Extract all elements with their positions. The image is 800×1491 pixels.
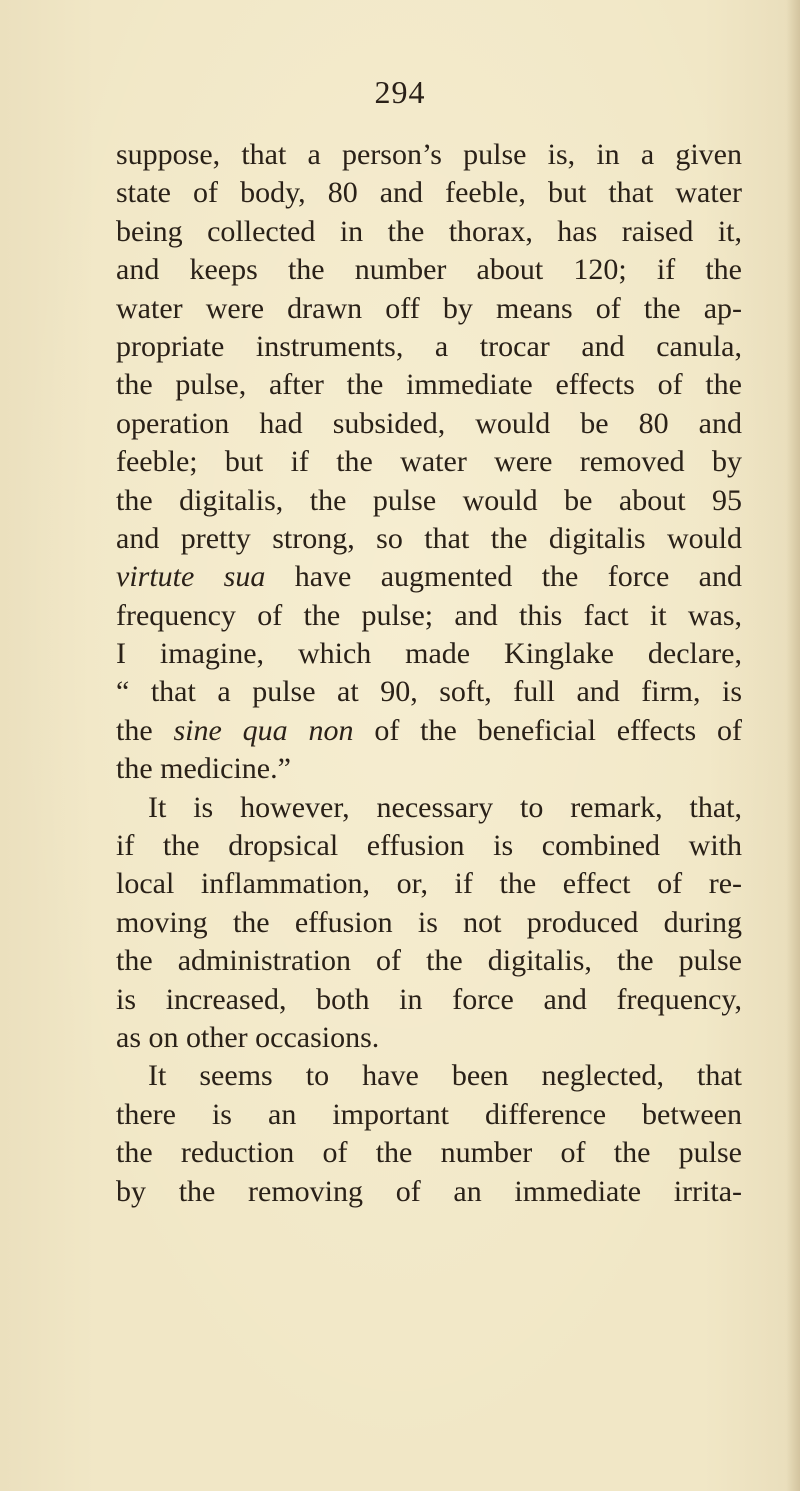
text-line: It seems to have been neglected, that xyxy=(148,1059,742,1093)
text-line: It is however, necessary to remark, that, xyxy=(148,790,742,824)
text-line: the reduction of the number of the pulse xyxy=(116,1136,742,1170)
text-line: if the dropsical effusion is combined with xyxy=(116,829,742,863)
italic-phrase: sine qua non xyxy=(173,713,354,747)
text-segment: of the beneficial effects of xyxy=(353,713,742,747)
text-line: I imagine, which made Kinglake declare, xyxy=(116,637,742,671)
text-line: water were drawn off by means of the ap- xyxy=(116,291,742,325)
text-line: as on other occasions. xyxy=(116,1020,380,1054)
text-line: being collected in the thorax, has raised it, xyxy=(116,214,742,248)
text-line: the medicine.” xyxy=(116,752,291,786)
body-text xyxy=(116,136,742,1211)
text-line: the administration of the digitalis, the pulse xyxy=(116,944,742,978)
text-line: local inflammation, or, if the effect of re- xyxy=(116,867,742,901)
italic-phrase: virtute sua xyxy=(116,560,266,594)
text-line: operation had subsided, would be 80 and xyxy=(116,406,742,440)
text-line: there is an important difference between xyxy=(116,1097,742,1131)
text-line: the digitalis, the pulse would be about 95 xyxy=(116,483,742,517)
text-segment: have augmented the force and xyxy=(265,560,742,594)
text-line: moving the effusion is not produced during xyxy=(116,905,742,939)
page-number: 294 xyxy=(374,74,426,110)
text-line: suppose, that a person’s pulse is, in a given xyxy=(116,138,742,171)
text-line: state of body, 80 and feeble, but that water xyxy=(116,176,742,210)
text-line: frequency of the pulse; and this fact it was, xyxy=(116,598,742,632)
page-edge-shadow xyxy=(786,0,800,1491)
text-line xyxy=(116,712,742,750)
text-line: by the removing of an immediate irrita- xyxy=(116,1174,742,1208)
text-line: and keeps the number about 120; if the xyxy=(116,253,742,287)
text-segment: the xyxy=(116,713,174,747)
text-line: and pretty strong, so that the digitalis would xyxy=(116,521,742,555)
text-line: the pulse, after the immediate effects of the xyxy=(116,368,742,402)
text-line: is increased, both in force and frequency, xyxy=(116,982,742,1016)
text-line: “ that a pulse at 90, soft, full and firm, is xyxy=(116,675,742,709)
text-line: feeble; but if the water were removed by xyxy=(116,445,742,479)
text-line xyxy=(116,558,742,596)
text-line: propriate instruments, a trocar and canula, xyxy=(116,329,742,363)
